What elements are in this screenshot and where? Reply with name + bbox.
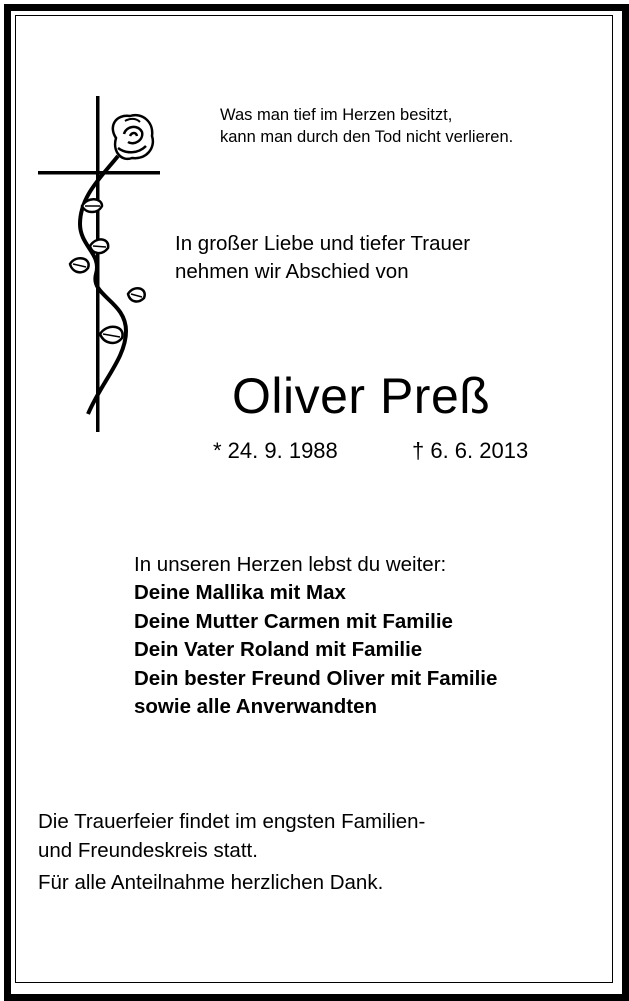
survivor-item: sowie alle Anverwandten — [134, 695, 378, 718]
survivor-item: Deine Mallika mit Max — [134, 581, 346, 604]
thanks-note: Für alle Anteilnahme herzlichen Dank. — [38, 871, 384, 894]
intro-line-2: nehmen wir Abschied von — [175, 260, 409, 283]
service-line-1: Die Trauerfeier findet im engsten Familien- — [38, 810, 426, 833]
deceased-name: Oliver Preß — [232, 368, 491, 424]
birth-date: * 24. 9. 1988 — [213, 438, 338, 463]
quote-line-1: Was man tief im Herzen besitzt, — [220, 106, 453, 124]
service-line-2: und Freundeskreis statt. — [38, 839, 258, 862]
survivor-item: Dein Vater Roland mit Familie — [134, 638, 423, 661]
quote-line-2: kann man durch den Tod nicht verlieren. — [220, 128, 514, 146]
survivor-item: Deine Mutter Carmen mit Familie — [134, 609, 453, 633]
cross-with-rose-icon — [30, 96, 170, 436]
intro-line-1: In großer Liebe und tiefer Trauer — [175, 232, 471, 255]
survivor-item: Dein bester Freund Oliver mit Familie — [134, 666, 498, 690]
funeral-notice — [38, 807, 425, 865]
survivors-intro: In unseren Herzen lebst du weiter: — [134, 553, 447, 576]
memorial-quote — [220, 104, 513, 148]
mourning-intro — [175, 230, 470, 286]
death-date: † 6. 6. 2013 — [412, 438, 529, 463]
survivors-list — [134, 579, 497, 722]
